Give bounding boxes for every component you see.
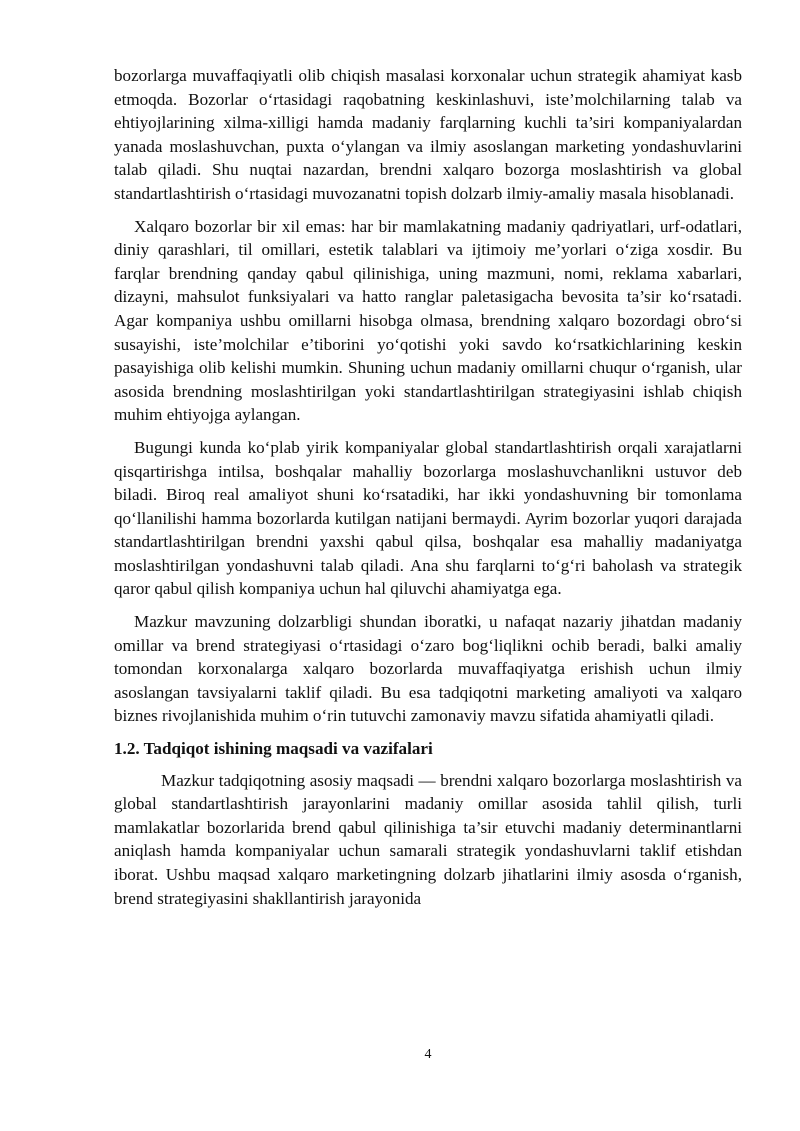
- body-paragraph: bozorlarga muvaffaqiyatli olib chiqish masalasi korxonalar uchun strategik ahamiyat kasb etmoqda. Bozorlar o‘rtasidagi raqobatning keskinlashuvi, iste’molchilarning talab va ehtiyojlarining xilma-xilligi hamda madaniy farqlarning kuchli ta’siri kompaniyalardan yanada moslashuvchan, puxta o‘ylangan va ilmiy asoslangan marketing yondashuvlarini talab qiladi. Shu nuqtai nazardan, brendni xalqaro bozorga moslashtirish va global standartlashtirish o‘rtasidagi muvozanatni topish dolzarb ilmiy-amaliy masala hisoblanadi.: [114, 66, 742, 203]
- page-number: 4: [424, 1047, 432, 1062]
- section-heading: 1.2. Tadqiqot ishining maqsadi va vazifalari: [114, 739, 433, 759]
- body-paragraph: Mazkur tadqiqotning asosiy maqsadi — brendni xalqaro bozorlarga moslashtirish va global standartlashtirish jarayonlarini madaniy omillar asosida tahlil qilish, turli mamlakatlar bozorlarida brend qabul qilinishiga ta’sir etuvchi madaniy determinantlarni aniqlash hamda kompaniyalar uchun samarali strategik yondashuvlarni taklif etishdan iborat. Ushbu maqsad xalqaro marketingning dolzarb jihatlarini ilmiy asosda o‘rganish, brend strategiyasini shakllantirish jarayonida: [114, 770, 742, 908]
- document-page: [114, 64, 742, 919]
- body-paragraph: Bugungi kunda ko‘plab yirik kompaniyalar global standartlashtirish orqali xarajatlarni qisqartirishga intilsa, boshqalar mahalliy bozorlarga moslashuvchanlikni ustuvor deb biladi. Biroq real amaliyot shuni ko‘rsatadiki, har ikki yondashuvning bir tomonlama qo‘llanilishi hamma bozorlarda kutilgan natijani bermaydi. Ayrim bozorlar yuqori darajada standartlashtirilgan brendni yaxshi qabul qilsa, boshqalar esa mahalliy madaniyatga moslashtirilgan yondashuvni talab qiladi. Ana shu farqlarni to‘g‘ri baholash va strategik qaror qabul qilish kompaniya uchun hal qiluvchi ahamiyatga ega.: [114, 437, 742, 599]
- body-paragraph: Xalqaro bozorlar bir xil emas: har bir mamlakatning madaniy qadriyatlari, urf-odatlari, diniy qarashlari, til omillari, estetik talablari va ijtimoiy me’yorlari o‘ziga xosdir. Bu farqlar brendning qanday qabul qilinishiga, uning mazmuni, nomi, reklama xabarlari, dizayni, mahsulot funksiyalari va hatto ranglar paletasigacha bevosita ta’sir ko‘rsatadi. Agar kompaniya ushbu omillarni hisobga olmasa, brendning xalqaro bozordagi obro‘si susayishi, iste’molchilar e’tiborini yo‘qotishi yoki savdo ko‘rsatkichlarining keskin pasayishiga olib kelishi mumkin. Shuning uchun madaniy omillarni chuqur o‘rganish, ular asosida brendning moslashtirilgan yoki standartlashtirilgan strategiyasini ishlab chiqish muhim ehtiyojga aylangan.: [114, 216, 742, 425]
- body-paragraph: Mazkur mavzuning dolzarbligi shundan iboratki, u nafaqat nazariy jihatdan madaniy omillar va brend strategiyasi o‘rtasidagi o‘zaro bog‘liqlikni ochib beradi, balki amaliy tomondan korxonalarga xalqaro bozorlarda muvaffaqiyatga erishish uchun ilmiy asoslangan tavsiyalarni taklif qiladi. Bu esa tadqiqotni marketing amaliyoti va xalqaro biznes rivojlanishida muhim o‘rin tutuvchi zamonaviy mavzu sifatida ahamiyatli qiladi.: [114, 612, 742, 726]
